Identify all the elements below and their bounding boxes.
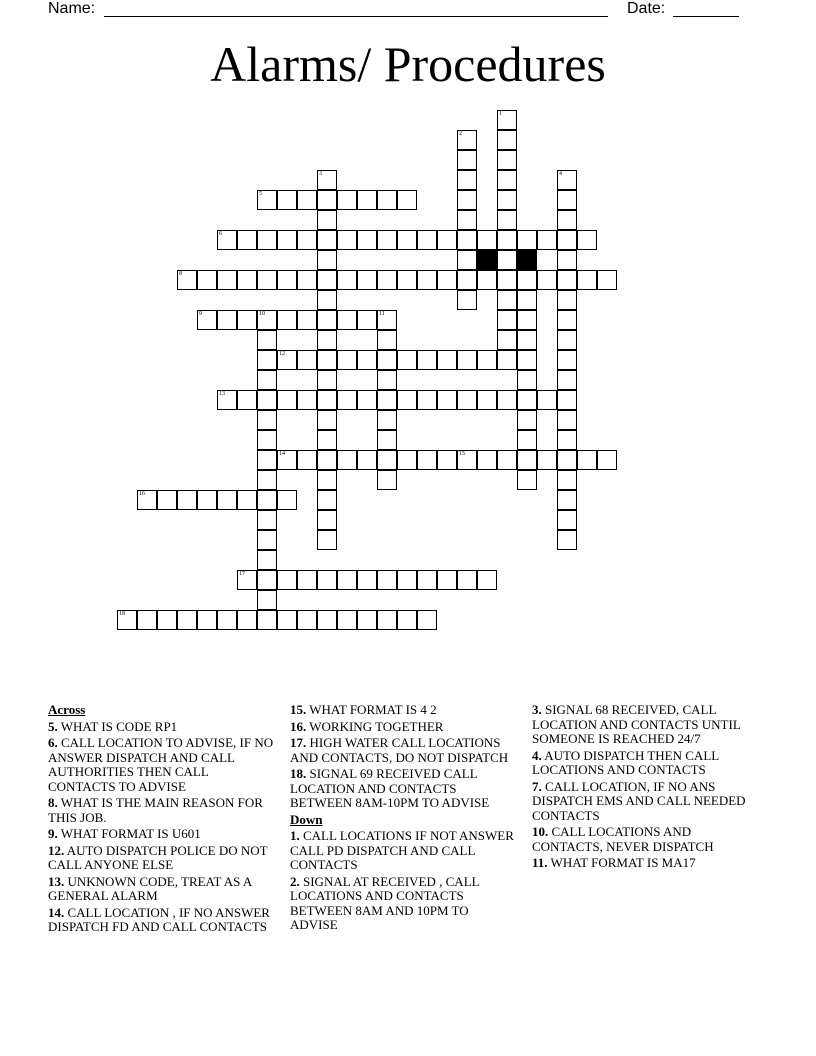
grid-cell[interactable] <box>497 190 517 210</box>
grid-cell[interactable] <box>577 230 597 250</box>
clue-number-label: 8 <box>179 271 182 277</box>
grid-cell[interactable] <box>237 390 257 410</box>
grid-cell[interactable] <box>297 270 317 290</box>
across-clue <box>48 844 276 873</box>
grid-cell[interactable] <box>257 610 277 630</box>
grid-cell[interactable] <box>397 350 417 370</box>
grid-cell[interactable] <box>477 450 497 470</box>
down-clue <box>532 749 762 778</box>
grid-cell[interactable] <box>137 610 157 630</box>
grid-cell[interactable] <box>557 210 577 230</box>
down-clue <box>532 856 762 871</box>
grid-cell[interactable] <box>217 610 237 630</box>
grid-cell[interactable] <box>377 610 397 630</box>
clue-number-label: 11 <box>379 311 385 317</box>
grid-block-cell <box>477 250 497 270</box>
grid-cell[interactable] <box>497 110 517 130</box>
grid-cell[interactable] <box>557 390 577 410</box>
grid-cell[interactable] <box>257 490 277 510</box>
grid-cell[interactable] <box>497 150 517 170</box>
grid-cell[interactable] <box>297 610 317 630</box>
grid-cell[interactable] <box>237 610 257 630</box>
grid-cell[interactable] <box>517 410 537 430</box>
grid-cell[interactable] <box>217 230 237 250</box>
clue-text: WHAT IS CODE RP1 <box>57 718 178 734</box>
grid-cell[interactable] <box>117 610 137 630</box>
grid-cell[interactable] <box>317 270 337 290</box>
grid-cell[interactable] <box>257 550 277 570</box>
grid-cell[interactable] <box>337 570 357 590</box>
grid-cell[interactable] <box>497 250 517 270</box>
clue-number-label: 9 <box>199 311 202 317</box>
grid-cell[interactable] <box>597 450 617 470</box>
grid-cell[interactable] <box>277 350 297 370</box>
clue-number-label: 10 <box>259 311 265 317</box>
down-clue <box>290 875 518 933</box>
grid-cell[interactable] <box>317 330 337 350</box>
clue-number: 5. <box>48 718 58 734</box>
grid-cell[interactable] <box>257 310 277 330</box>
grid-cell[interactable] <box>277 570 297 590</box>
grid-cell[interactable] <box>337 350 357 370</box>
grid-cell[interactable] <box>517 430 537 450</box>
across-clue <box>48 906 276 935</box>
grid-cell[interactable] <box>457 350 477 370</box>
grid-cell[interactable] <box>437 270 457 290</box>
grid-cell[interactable] <box>437 350 457 370</box>
down-clue <box>532 825 762 854</box>
grid-cell[interactable] <box>497 170 517 190</box>
grid-cell[interactable] <box>477 390 497 410</box>
grid-cell[interactable] <box>317 230 337 250</box>
grid-cell[interactable] <box>337 450 357 470</box>
grid-cell[interactable] <box>357 270 377 290</box>
clue-text: CALL LOCATION , IF NO ANSWER DISPATCH FD AND CALL CONTACTS <box>48 904 270 934</box>
grid-cell[interactable] <box>177 270 197 290</box>
across-clue <box>48 720 276 735</box>
grid-cell[interactable] <box>297 190 317 210</box>
grid-cell[interactable] <box>457 170 477 190</box>
grid-cell[interactable] <box>257 270 277 290</box>
grid-block-cell <box>517 250 537 270</box>
grid-cell[interactable] <box>337 610 357 630</box>
grid-cell[interactable] <box>557 490 577 510</box>
across-clue <box>48 736 276 794</box>
grid-cell[interactable] <box>397 190 417 210</box>
across-heading: Across <box>48 702 86 717</box>
grid-cell[interactable] <box>497 450 517 470</box>
clue-number-label: 16 <box>139 491 145 497</box>
clue-number: 8. <box>48 795 58 810</box>
grid-cell[interactable] <box>197 610 217 630</box>
grid-cell[interactable] <box>557 510 577 530</box>
grid-cell[interactable] <box>257 330 277 350</box>
grid-cell[interactable] <box>237 310 257 330</box>
clue-number: 11. <box>532 855 548 870</box>
clue-text: AUTO DISPATCH THEN CALL LOCATIONS AND CONTACTS <box>532 747 719 777</box>
grid-cell[interactable] <box>197 310 217 330</box>
grid-cell[interactable] <box>257 390 277 410</box>
clue-text: WHAT IS THE MAIN REASON FOR THIS JOB. <box>48 795 263 825</box>
grid-cell[interactable] <box>377 310 397 330</box>
grid-cell[interactable] <box>257 230 277 250</box>
grid-cell[interactable] <box>517 450 537 470</box>
grid-cell[interactable] <box>477 270 497 290</box>
grid-cell[interactable] <box>577 450 597 470</box>
across-clue <box>290 703 518 718</box>
grid-cell[interactable] <box>217 270 237 290</box>
grid-cell[interactable] <box>597 270 617 290</box>
grid-cell[interactable] <box>257 450 277 470</box>
clue-text: WHAT FORMAT IS U601 <box>57 826 201 841</box>
clue-number: 6. <box>48 735 58 750</box>
grid-cell[interactable] <box>337 270 357 290</box>
grid-cell[interactable] <box>257 570 277 590</box>
grid-cell[interactable] <box>357 310 377 330</box>
clue-number-label: 4 <box>559 171 562 177</box>
grid-cell[interactable] <box>297 450 317 470</box>
grid-cell[interactable] <box>537 450 557 470</box>
grid-cell[interactable] <box>477 350 497 370</box>
grid-cell[interactable] <box>497 210 517 230</box>
down-heading: Down <box>290 811 323 827</box>
grid-cell[interactable] <box>297 230 317 250</box>
grid-cell[interactable] <box>377 570 397 590</box>
grid-cell[interactable] <box>257 430 277 450</box>
grid-cell[interactable] <box>377 470 397 490</box>
clue-number-label: 18 <box>119 611 125 617</box>
date-label: Date: <box>627 0 666 17</box>
grid-cell[interactable] <box>237 490 257 510</box>
grid-cell[interactable] <box>517 370 537 390</box>
grid-cell[interactable] <box>197 270 217 290</box>
grid-cell[interactable] <box>397 610 417 630</box>
clue-text: SIGNAL 69 RECEIVED CALL LOCATION AND CONTACTS BETWEEN 8AM-10PM TO ADVISE <box>290 766 490 810</box>
grid-cell[interactable] <box>217 490 237 510</box>
grid-cell[interactable] <box>457 150 477 170</box>
grid-cell[interactable] <box>257 190 277 210</box>
grid-cell[interactable] <box>497 290 517 310</box>
grid-cell[interactable] <box>417 450 437 470</box>
grid-cell[interactable] <box>557 450 577 470</box>
grid-cell[interactable] <box>457 270 477 290</box>
clue-number: 17. <box>290 735 307 750</box>
clue-text: HIGH WATER CALL LOCATIONS AND CONTACTS, DO NOT DISPATCH <box>290 735 509 765</box>
clue-number: 10. <box>532 824 549 839</box>
grid-cell[interactable] <box>357 450 377 470</box>
grid-cell[interactable] <box>297 310 317 330</box>
clue-number-label: 5 <box>259 191 262 197</box>
grid-cell[interactable] <box>537 270 557 290</box>
across-clue <box>290 736 518 765</box>
clue-number: 9. <box>48 826 58 841</box>
grid-cell[interactable] <box>437 570 457 590</box>
grid-cell[interactable] <box>557 370 577 390</box>
grid-cell[interactable] <box>517 310 537 330</box>
grid-cell[interactable] <box>457 130 477 150</box>
grid-cell[interactable] <box>417 230 437 250</box>
grid-cell[interactable] <box>557 430 577 450</box>
grid-cell[interactable] <box>257 370 277 390</box>
clue-column-2 <box>290 703 518 935</box>
grid-cell[interactable] <box>157 610 177 630</box>
across-clue <box>290 720 518 735</box>
grid-cell[interactable] <box>237 570 257 590</box>
grid-cell[interactable] <box>277 390 297 410</box>
grid-cell[interactable] <box>137 490 157 510</box>
grid-cell[interactable] <box>417 610 437 630</box>
grid-cell[interactable] <box>257 590 277 610</box>
grid-cell[interactable] <box>317 470 337 490</box>
grid-cell[interactable] <box>257 410 277 430</box>
grid-cell[interactable] <box>297 570 317 590</box>
grid-cell[interactable] <box>297 390 317 410</box>
grid-cell[interactable] <box>557 250 577 270</box>
grid-cell[interactable] <box>517 470 537 490</box>
grid-cell[interactable] <box>277 270 297 290</box>
grid-cell[interactable] <box>217 310 237 330</box>
grid-cell[interactable] <box>317 450 337 470</box>
grid-cell[interactable] <box>317 430 337 450</box>
grid-cell[interactable] <box>377 230 397 250</box>
grid-cell[interactable] <box>557 190 577 210</box>
clue-number-label: 15 <box>459 451 465 457</box>
grid-cell[interactable] <box>457 190 477 210</box>
grid-cell[interactable] <box>357 570 377 590</box>
grid-cell[interactable] <box>457 210 477 230</box>
grid-cell[interactable] <box>317 510 337 530</box>
clue-number-label: 14 <box>279 451 285 457</box>
grid-cell[interactable] <box>457 250 477 270</box>
grid-cell[interactable] <box>277 230 297 250</box>
grid-cell[interactable] <box>437 230 457 250</box>
grid-cell[interactable] <box>317 370 337 390</box>
clue-column-3 <box>532 703 762 873</box>
grid-cell[interactable] <box>317 490 337 510</box>
grid-cell[interactable] <box>257 350 277 370</box>
clue-text: CALL LOCATIONS AND CONTACTS, NEVER DISPATCH <box>532 824 714 854</box>
grid-cell[interactable] <box>577 270 597 290</box>
down-clue <box>532 703 762 747</box>
grid-cell[interactable] <box>317 390 337 410</box>
clue-number: 18. <box>290 766 307 781</box>
grid-cell[interactable] <box>377 410 397 430</box>
grid-cell[interactable] <box>257 470 277 490</box>
grid-cell[interactable] <box>397 390 417 410</box>
grid-cell[interactable] <box>377 390 397 410</box>
clue-column-1 <box>48 703 276 937</box>
clue-text: WHAT FORMAT IS MA17 <box>547 855 696 870</box>
across-clue <box>290 767 518 811</box>
clue-number-label: 1 <box>499 111 502 117</box>
grid-cell[interactable] <box>557 290 577 310</box>
clue-number: 13. <box>48 873 65 889</box>
grid-cell[interactable] <box>337 190 357 210</box>
clue-text: AUTO DISPATCH POLICE DO NOT CALL ANYONE ELSE <box>48 842 268 872</box>
grid-cell[interactable] <box>397 570 417 590</box>
clue-number: 1. <box>290 828 300 843</box>
grid-cell[interactable] <box>557 310 577 330</box>
down-clue <box>532 780 762 824</box>
clue-text: UNKNOWN CODE, TREAT AS A GENERAL ALARM <box>48 873 252 903</box>
grid-cell[interactable] <box>557 270 577 290</box>
grid-cell[interactable] <box>417 350 437 370</box>
grid-cell[interactable] <box>537 230 557 250</box>
grid-cell[interactable] <box>297 350 317 370</box>
grid-cell[interactable] <box>317 530 337 550</box>
grid-cell[interactable] <box>337 230 357 250</box>
grid-cell[interactable] <box>397 230 417 250</box>
grid-cell[interactable] <box>277 450 297 470</box>
across-clue <box>48 796 276 825</box>
grid-cell[interactable] <box>517 350 537 370</box>
clue-text: CALL LOCATIONS IF NOT ANSWER CALL PD DISPATCH AND CALL CONTACTS <box>290 828 514 872</box>
grid-cell[interactable] <box>517 330 537 350</box>
grid-cell[interactable] <box>457 570 477 590</box>
grid-cell[interactable] <box>517 270 537 290</box>
grid-cell[interactable] <box>357 390 377 410</box>
grid-cell[interactable] <box>397 270 417 290</box>
grid-cell[interactable] <box>177 490 197 510</box>
grid-cell[interactable] <box>417 570 437 590</box>
grid-cell[interactable] <box>437 450 457 470</box>
clue-number-label: 13 <box>219 391 225 397</box>
grid-cell[interactable] <box>557 330 577 350</box>
name-label: Name: <box>48 0 96 17</box>
grid-cell[interactable] <box>317 250 337 270</box>
grid-cell[interactable] <box>277 190 297 210</box>
grid-cell[interactable] <box>497 230 517 250</box>
grid-cell[interactable] <box>457 290 477 310</box>
grid-cell[interactable] <box>357 230 377 250</box>
clue-number: 4. <box>532 747 542 763</box>
grid-cell[interactable] <box>517 230 537 250</box>
clue-number: 7. <box>532 778 542 794</box>
grid-cell[interactable] <box>317 410 337 430</box>
clue-text: WORKING TOGETHER <box>306 718 444 734</box>
clue-number-label: 6 <box>219 231 222 237</box>
clue-number-label: 3 <box>319 171 322 177</box>
grid-cell[interactable] <box>317 310 337 330</box>
grid-cell[interactable] <box>377 330 397 350</box>
grid-cell[interactable] <box>277 490 297 510</box>
clue-number: 15. <box>290 702 307 717</box>
puzzle-title: Alarms/ Procedures <box>210 36 606 92</box>
across-clue <box>48 827 276 842</box>
grid-cell[interactable] <box>197 490 217 510</box>
grid-cell[interactable] <box>557 170 577 190</box>
grid-cell[interactable] <box>317 190 337 210</box>
grid-cell[interactable] <box>377 350 397 370</box>
clue-number: 12. <box>48 842 65 858</box>
grid-cell[interactable] <box>317 610 337 630</box>
grid-cell[interactable] <box>317 570 337 590</box>
clue-text: CALL LOCATION, IF NO ANS DISPATCH EMS AND CALL NEEDED CONTACTS <box>532 778 746 823</box>
grid-cell[interactable] <box>377 370 397 390</box>
clue-number: 2. <box>290 873 300 889</box>
grid-cell[interactable] <box>337 310 357 330</box>
grid-cell[interactable] <box>497 390 517 410</box>
grid-cell[interactable] <box>417 390 437 410</box>
grid-cell[interactable] <box>317 210 337 230</box>
grid-cell[interactable] <box>397 450 417 470</box>
grid-cell[interactable] <box>177 610 197 630</box>
grid-cell[interactable] <box>377 270 397 290</box>
grid-cell[interactable] <box>357 350 377 370</box>
grid-cell[interactable] <box>417 270 437 290</box>
grid-cell[interactable] <box>337 390 357 410</box>
grid-cell[interactable] <box>317 290 337 310</box>
clue-number-label: 17 <box>239 571 245 577</box>
grid-cell[interactable] <box>497 270 517 290</box>
grid-cell[interactable] <box>277 610 297 630</box>
grid-cell[interactable] <box>517 390 537 410</box>
clue-number-label: 2 <box>459 131 462 137</box>
grid-cell[interactable] <box>437 390 457 410</box>
clue-number: 16. <box>290 718 307 734</box>
grid-cell[interactable] <box>457 450 477 470</box>
grid-cell[interactable] <box>557 530 577 550</box>
clue-text: WHAT FORMAT IS 4 2 <box>306 702 437 717</box>
grid-cell[interactable] <box>257 530 277 550</box>
down-clue <box>290 829 518 873</box>
grid-cell[interactable] <box>497 330 517 350</box>
clue-number-label: 12 <box>279 351 285 357</box>
grid-cell[interactable] <box>457 390 477 410</box>
grid-cell[interactable] <box>317 170 337 190</box>
grid-cell[interactable] <box>377 190 397 210</box>
grid-cell[interactable] <box>377 430 397 450</box>
grid-cell[interactable] <box>217 390 237 410</box>
clue-text: CALL LOCATION TO ADVISE, IF NO ANSWER DISPATCH AND CALL AUTHORITIES THEN CALL CONTACTS TO ADVISE <box>48 735 274 794</box>
grid-cell[interactable] <box>537 390 557 410</box>
grid-cell[interactable] <box>237 230 257 250</box>
grid-cell[interactable] <box>317 350 337 370</box>
clue-text: SIGNAL 68 RECEIVED, CALL LOCATION AND CONTACTS UNTIL SOMEONE IS REACHED 24/7 <box>532 702 741 746</box>
grid-cell[interactable] <box>357 610 377 630</box>
grid-cell[interactable] <box>457 230 477 250</box>
grid-cell[interactable] <box>557 410 577 430</box>
grid-cell[interactable] <box>497 350 517 370</box>
grid-cell[interactable] <box>237 270 257 290</box>
clue-number: 14. <box>48 904 65 920</box>
grid-cell[interactable] <box>557 230 577 250</box>
grid-cell[interactable] <box>157 490 177 510</box>
grid-cell[interactable] <box>497 310 517 330</box>
clue-text: SIGNAL AT RECEIVED , CALL LOCATIONS AND CONTACTS BETWEEN 8AM AND 10PM TO ADVISE <box>290 873 480 932</box>
grid-cell[interactable] <box>477 570 497 590</box>
grid-cell[interactable] <box>277 310 297 330</box>
across-clue <box>48 875 276 904</box>
grid-cell[interactable] <box>557 350 577 370</box>
grid-cell[interactable] <box>477 230 497 250</box>
grid-cell[interactable] <box>557 470 577 490</box>
grid-cell[interactable] <box>497 130 517 150</box>
grid-cell[interactable] <box>517 290 537 310</box>
grid-cell[interactable] <box>357 190 377 210</box>
clue-number: 3. <box>532 702 542 717</box>
grid-cell[interactable] <box>257 510 277 530</box>
grid-cell[interactable] <box>377 450 397 470</box>
